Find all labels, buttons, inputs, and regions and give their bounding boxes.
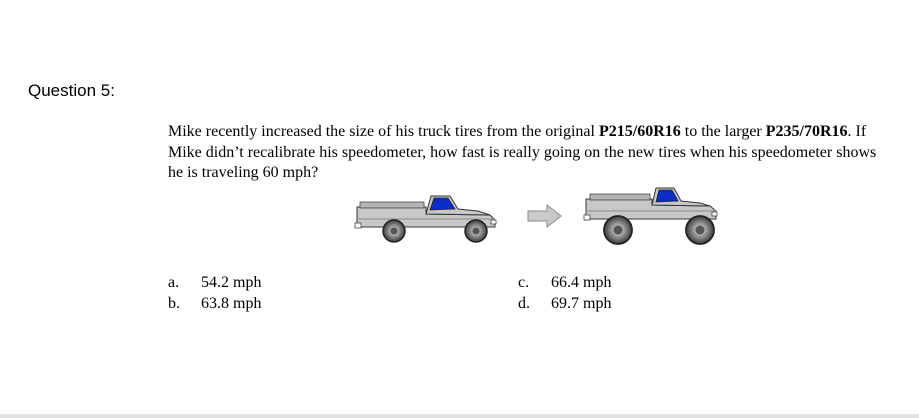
original-tire-size: P215/60R16 [598,123,681,140]
choice-b[interactable] [168,294,261,314]
lifted-truck-icon [584,188,717,244]
truck-figure [354,186,726,246]
choice-letter: a. [168,274,180,291]
choice-letter: d. [518,295,530,312]
footer-divider [0,414,919,418]
question-text-part2: to the larger [680,123,766,140]
question-text-part1: Mike recently increased the size of his truck tires from the original [168,123,599,140]
choice-d[interactable] [518,294,611,314]
choice-a[interactable] [168,273,261,293]
choice-text: 63.8 mph [201,295,262,312]
choice-letter: c. [518,274,530,291]
choice-text: 54.2 mph [201,274,262,291]
choice-c[interactable] [518,273,611,293]
choice-text: 66.4 mph [551,274,612,291]
question-text-part3: . If Mike didn’t recalibrate his speedometer, how fast is really going on the new tires when his speedometer shows he is traveling 60 mph? [168,123,877,181]
question-text [168,122,893,184]
choice-text: 69.7 mph [551,295,612,312]
larger-tire-size: P235/70R16 [765,123,848,140]
truck-comparison-image [354,186,726,246]
right-arrow-icon [528,205,561,227]
original-truck-icon [355,196,496,242]
question-label: Question 5: [28,81,115,100]
choice-letter: b. [168,295,180,312]
